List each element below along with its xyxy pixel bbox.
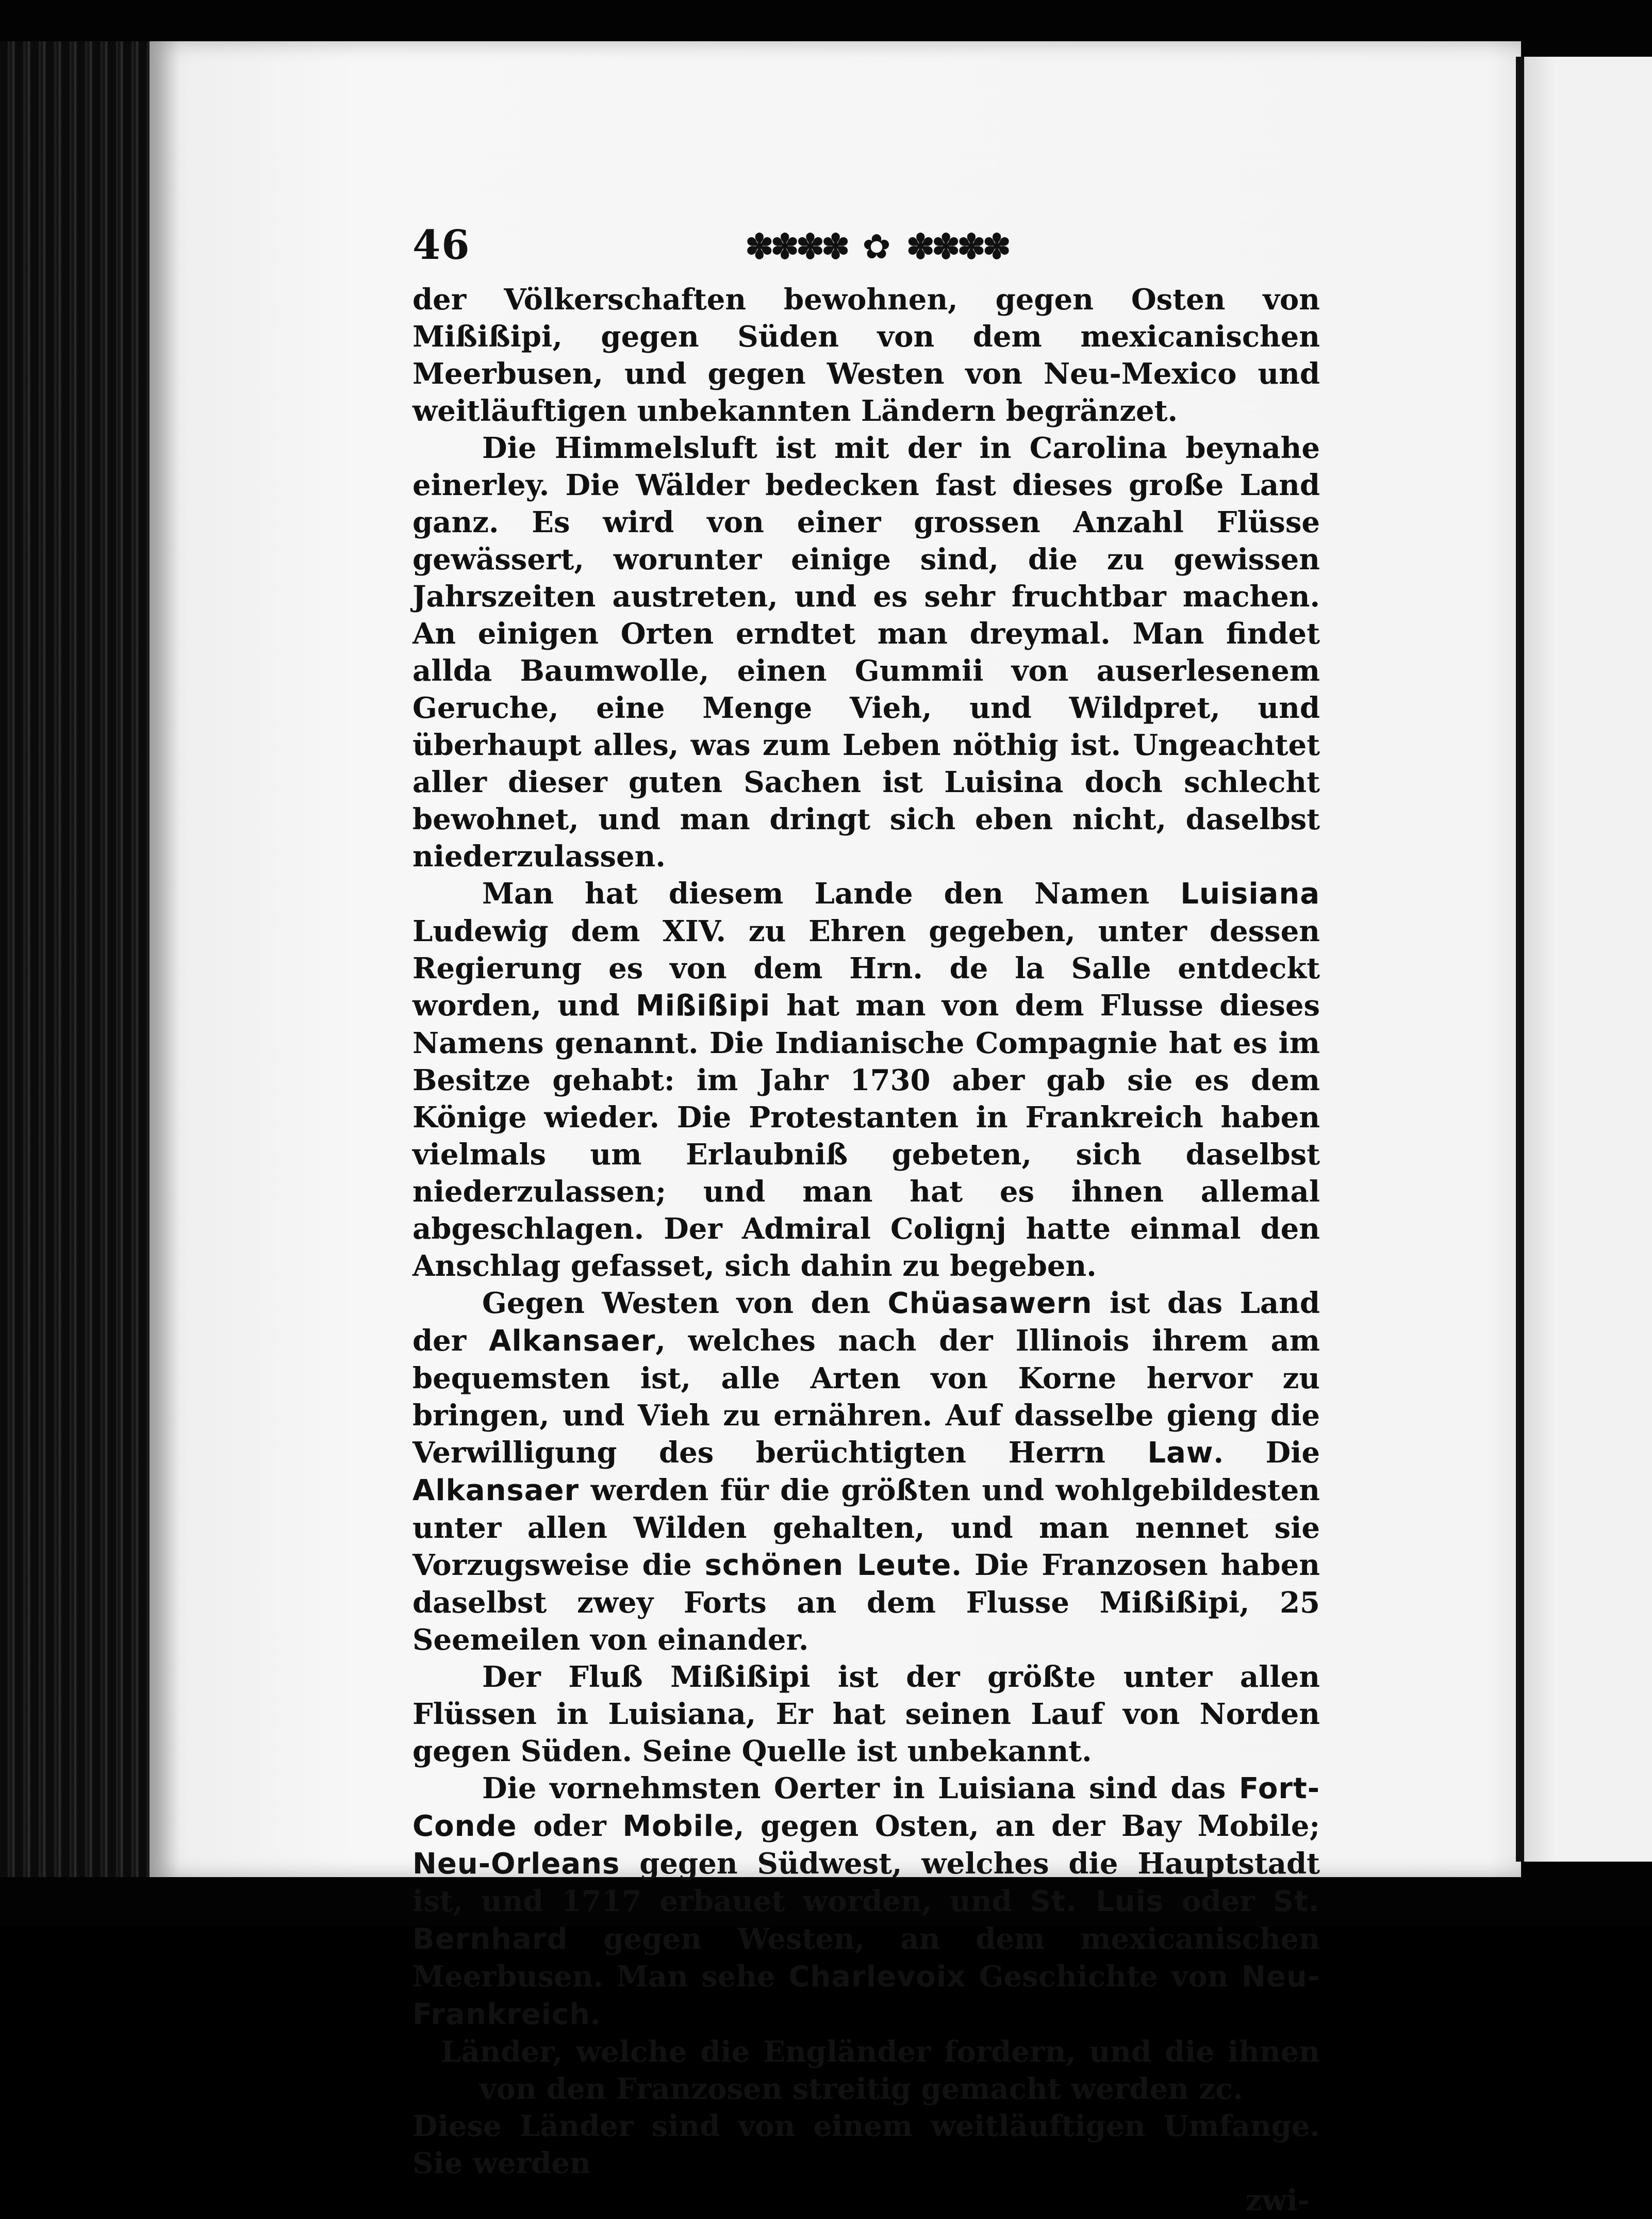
page-gutter [1516, 57, 1521, 1862]
paragraph-continuation: der Völkerschaften bewohnen, gegen Osten von Mißißipi, gegen Süden von dem mexicanischen Meerbusen, und gegen Westen von Neu-Mexico und weitläuftigen unbekannten Ländern begränzet. [412, 283, 1320, 428]
running-head [412, 217, 1315, 273]
ornament-right-icon: ✽✽✽✽ [906, 226, 1008, 267]
emphasis-neu-orleans: Neu-Orleans [412, 1847, 620, 1881]
page-body [412, 281, 1320, 2219]
emphasis-alkansaer: Alkansaer [489, 1324, 656, 1358]
paragraph-name: Man hat diesem Lande den Namen Luisiana Ludewig dem XIV. zu Ehren gegeben, unter dessen Regierung es von dem Hrn. de la Salle entdeckt worden, und Mißißipi hat man von dem Flusse dieses Namens genannt. Die Indianische Compagnie hat es im Besitze gehabt: im Jahr 1730 aber gab sie es dem Könige wieder. Die Protestanten in Frankreich haben vielmals um Erlaubniß gebeten, sich daselbst niederzulassen; und man hat es ihnen allemal abgeschlagen. Der Admiral Colignj hatte einmal den Anschlag gefasset, sich dahin zu begeben. [412, 877, 1320, 1283]
ornament-left-icon: ✽✽✽✽ [745, 226, 847, 267]
paragraph-lands: Diese Länder sind von einem weitläuftigen Umfange. Sie werden [412, 2109, 1320, 2180]
ornament-center-icon: ✿ [862, 226, 891, 267]
section-heading: Länder, welche die Engländer fordern, und die ihnen von den Franzosen streitig gemacht werden zc. [441, 2035, 1320, 2106]
header-ornament [722, 226, 1031, 267]
emphasis-alkansaer-2: Alkansaer [412, 1474, 580, 1507]
emphasis-missisipi: Mißißipi [635, 989, 771, 1023]
emphasis-neu-frankreich: Neu-Frankreich [412, 1960, 1320, 2031]
emphasis-st-luis: St. Luis [1030, 1885, 1164, 1918]
emphasis-chuasawern: Chüasawern [887, 1287, 1093, 1320]
paragraph-places: Die vornehmsten Oerter in Luisiana sind das Fort-Conde oder Mobile, gegen Osten, an der Bay Mobile; Neu-Orleans gegen Südwest, welches die Hauptstadt ist, und 1717 erbauet worden, und St. Luis oder St. Bernhard gegen Westen, an dem mexicanischen Meerbusen. Man sehe Charlevoix Geschichte von Neu-Frankreich. [412, 1771, 1320, 2031]
paragraph-climate: Die Himmelsluft ist mit der in Carolina beynahe einerley. Die Wälder bedecken fast dieses große Land ganz. Es wird von einer grossen Anzahl Flüsse gewässert, worunter einige sind, die zu gewissen Jahrszeiten austreten, und es sehr fruchtbar machen. An einigen Orten erndtet man dreymal. Man findet allda Baumwolle, einen Gummii von auserlesenem Geruche, eine Menge Vieh, und Wildpret, und überhaupt alles, was zum Leben nöthig ist. Ungeachtet aller dieser guten Sachen ist Luisina doch schlecht bewohnet, und man dringt sich eben nicht, daselbst niederzulassen. [412, 431, 1320, 874]
emphasis-luisiana: Luisiana [1180, 877, 1320, 911]
paragraph-alkansaer: Gegen Westen von den Chüasawern ist das Land der Alkansaer, welches nach der Illinois ihrem am bequemsten ist, alle Arten von Korne hervor zu bringen, und Vieh zu ernähren. Auf dasselbe gieng die Verwilligung des berüchtigten Herrn Law. Die Alkansaer werden für die größten und wohlgebildesten unter allen Wilden gehalten, und man nennet sie Vorzugsweise die schönen Leute. Die Franzosen haben daselbst zwey Forts an dem Flusse Mißißipi, 25 Seemeilen von einander. [412, 1286, 1320, 1657]
emphasis-fort-conde: Fort-Conde [412, 1772, 1320, 1843]
emphasis-st-bernhard: St. Bernhard [412, 1885, 1320, 1956]
facing-page [1521, 57, 1652, 1862]
emphasis-law: Law [1147, 1436, 1214, 1470]
page-number: 46 [412, 222, 471, 269]
emphasis-schoenen-leute: schönen Leute [704, 1549, 952, 1582]
paragraph-river: Der Fluß Mißißipi ist der größte unter allen Flüssen in Luisiana, Er hat seinen Lauf von Norden gegen Süden. Seine Quelle ist unbekannt. [412, 1660, 1320, 1768]
emphasis-charlevoix: Charlevoix [788, 1960, 966, 1994]
catchword: zwi- [1245, 2183, 1310, 2217]
page-edges [0, 41, 150, 1877]
emphasis-mobile: Mobile [622, 1810, 734, 1843]
